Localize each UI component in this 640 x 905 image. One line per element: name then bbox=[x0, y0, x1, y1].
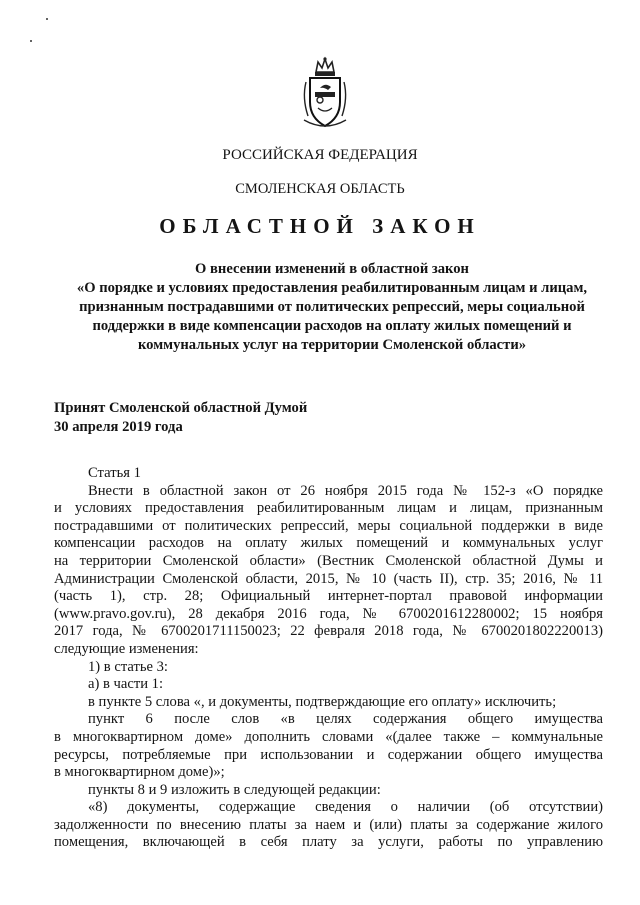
smolensk-coat-of-arms-icon bbox=[296, 56, 354, 132]
body-line: «8) документы, содержащие сведения о наличии (об отсутствии) bbox=[88, 799, 603, 816]
body-line: и условиях предоставления реабилитированным лицам и лицам, признанным bbox=[54, 500, 603, 517]
body-line: пункты 8 и 9 изложить в следующей редакции: bbox=[88, 781, 381, 798]
body-line: в многоквартирном доме)»; bbox=[54, 764, 225, 781]
law-title-line: признанным пострадавшими от политических репрессий, меры социальной bbox=[79, 299, 585, 315]
body-line: следующие изменения: bbox=[54, 640, 199, 657]
body-line: компенсации расходов на оплату жилых помещений и коммунальных услуг bbox=[54, 535, 603, 552]
body-line: помещения, включающей в себя плату за услуги, работы по управлению bbox=[54, 834, 603, 851]
body-line: задолженности по внесению платы за наем и (или) платы за содержание жилого bbox=[54, 816, 603, 833]
adoption-date: 30 апреля 2019 года bbox=[54, 419, 183, 435]
body-line: (www.pravo.gov.ru), 28 декабря 2016 года, № 6700201612280002; 15 ноября bbox=[54, 605, 603, 622]
article-heading: Статья 1 bbox=[88, 465, 141, 481]
country-name: РОССИЙСКАЯ ФЕДЕРАЦИЯ bbox=[222, 147, 418, 163]
body-line: (часть 1), стр. 28; Официальный интернет-портал правовой информации bbox=[54, 588, 603, 605]
body-line: на территории Смоленской области» (Вестник Смоленской областной Думы и bbox=[54, 552, 603, 569]
region-name: СМОЛЕНСКАЯ ОБЛАСТЬ bbox=[235, 181, 405, 197]
law-title bbox=[50, 260, 614, 355]
body-line: Администрации Смоленской области, 2015, № 10 (часть II), стр. 35; 2016, № 11 bbox=[54, 570, 603, 587]
body-line: Внести в областной закон от 26 ноября 2015 года № 152-з «О порядке bbox=[88, 482, 603, 499]
scan-speck bbox=[46, 18, 48, 20]
body-line: пункт 6 после слов «в целях содержания общего имущества bbox=[88, 711, 603, 728]
body-line: пострадавшими от политических репрессий, меры социальной поддержки в виде bbox=[54, 517, 603, 534]
law-title-line: «О порядке и условиях предоставления реабилитированным лицам и лицам, bbox=[76, 280, 588, 296]
body-line: 2017 года, № 6700201711150023; 22 февраля 2018 года, № 6700201802220013) bbox=[54, 623, 603, 640]
document-type-heading: ОБЛАСТНОЙ ЗАКОН bbox=[159, 214, 481, 238]
scan-speck bbox=[30, 40, 32, 42]
body-line: 1) в статье 3: bbox=[88, 658, 168, 675]
adoption-body: Принят Смоленской областной Думой bbox=[54, 400, 308, 416]
law-title-line: О внесении изменений в областной закон bbox=[195, 261, 469, 277]
law-title-line: коммунальных услуг на территории Смоленской области» bbox=[137, 337, 527, 353]
body-line: ресурсы, потребляемые при использовании и содержании общего имущества bbox=[54, 746, 603, 763]
body-line: в пункте 5 слова «, и документы, подтверждающие его оплату» исключить; bbox=[88, 693, 557, 710]
law-body bbox=[54, 465, 603, 852]
adoption-info bbox=[54, 399, 307, 437]
body-line: а) в части 1: bbox=[88, 676, 164, 693]
law-title-line: поддержки в виде компенсации расходов на оплату жилых помещений и bbox=[92, 318, 572, 334]
body-line: в многоквартирном доме» дополнить словами «(далее также – коммунальные bbox=[54, 728, 603, 745]
